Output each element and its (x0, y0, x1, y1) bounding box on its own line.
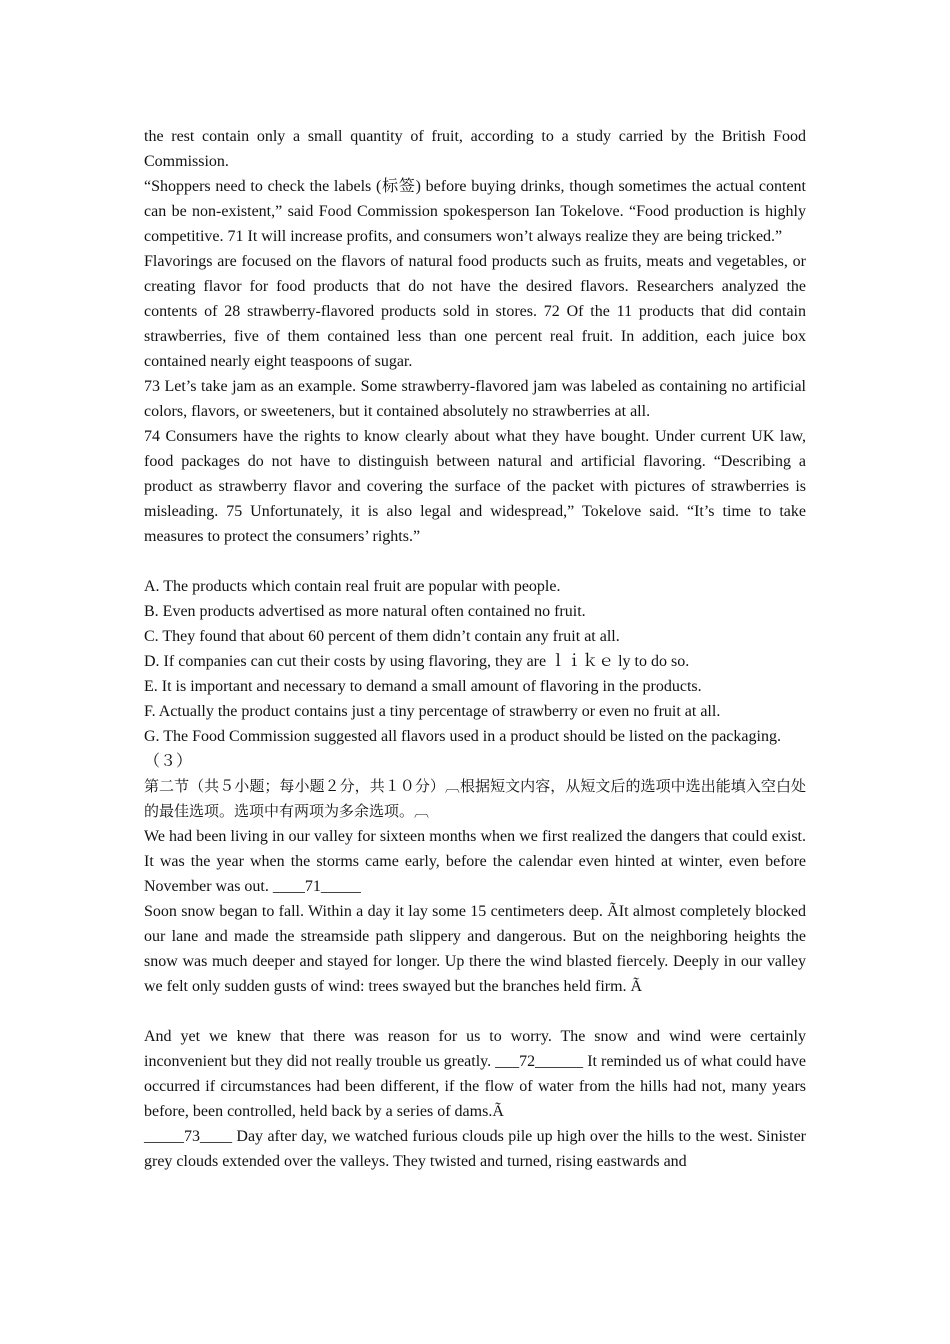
option-a: A. The products which contain real fruit are popular with people. (144, 578, 561, 595)
options-list (144, 574, 806, 749)
passage2-paragraph-1: We had been living in our valley for sixteen months when we first realized the dangers that could exist. It was the year when the storms came early, before the calendar even hinted at winter, even before November was out. ____71_____ (144, 828, 806, 895)
passage1-paragraph-5: 74 Consumers have the rights to know clearly about what they have bought. Under current UK law, food packages do not have to distinguish between natural and artificial flavoring. “Describing a product as strawberry flavor and covering the surface of the packet with pictures of strawberries is misleading. 75 Unfortunately, it is also legal and widespread,” Tokelove said. “It’s time to take measures to protect the consumers’ rights.” (144, 428, 806, 545)
passage2-paragraph-4: _____73____ Day after day, we watched furious clouds pile up high over the hills to the west. Sinister grey clouds extended over the valleys. They twisted and turned, rising eastwards and (144, 1128, 806, 1170)
passage1-paragraph-2: “Shoppers need to check the labels (标签) before buying drinks, though sometimes the actual content can be non-existent,” said Food Commission spokesperson Ian Tokelove. “Food production is highly competitive. 71 It will increase profits, and consumers won’t always realize they are being tricked.” (144, 178, 806, 245)
section-number: （３） (144, 753, 193, 770)
blank-line (144, 999, 806, 1024)
option-b: B. Even products advertised as more natural often contained no fruit. (144, 603, 586, 620)
option-e: E. It is important and necessary to demand a small amount of flavoring in the products. (144, 678, 702, 695)
passage2-paragraph-3: And yet we knew that there was reason for us to worry. The snow and wind were certainly inconvenient but they did not really trouble us greatly. ___72______ It reminded us of what could have occurred if circumstances had been different, if the flow of water from the hills had not, many years before, been controlled, held back by a series of dams.Ã (144, 1028, 806, 1120)
option-f: F. Actually the product contains just a tiny percentage of strawberry or even no fruit at all. (144, 703, 721, 720)
option-d: D. If companies can cut their costs by using flavoring, they are ｌｉｋｅ ly to do so. (144, 653, 690, 670)
passage2-paragraph-2: Soon snow began to fall. Within a day it lay some 15 centimeters deep. ÃIt almost completely blocked our lane and made the streamside path slippery and dangerous. But on the neighboring heights the snow was much deeper and stayed for longer. Up there the wind blasted fiercely. Deeply in our valley we felt only sudden gusts of wind: trees swayed but the branches held firm. Ã (144, 903, 806, 995)
section-instruction: 第二节（共５小题；每小题２分，共１０分）︹根据短文内容，从短文后的选项中选出能填入空白处的最佳选项。选项中有两项为多余选项。︹ (144, 777, 806, 820)
option-g: G. The Food Commission suggested all flavors used in a product should be listed on the packaging. (144, 728, 781, 745)
passage1-paragraph-3: Flavorings are focused on the flavors of natural food products such as fruits, meats and vegetables, or creating flavor for food products that do not have the desired flavors. Researchers analyzed the contents of 28 strawberry-flavored products sold in stores. 72 Of the 11 products that did contain strawberries, five of them contained less than one percent real fruit. In addition, each juice box contained nearly eight teaspoons of sugar. (144, 253, 806, 370)
option-c: C. They found that about 60 percent of them didn’t contain any fruit at all. (144, 628, 620, 645)
document-page (144, 124, 806, 1174)
passage1-paragraph-4: 73 Let’s take jam as an example. Some strawberry-flavored jam was labeled as containing no artificial colors, flavors, or sweeteners, but it contained absolutely no strawberries at all. (144, 378, 806, 420)
blank-line (144, 549, 806, 574)
passage1-paragraph-1: the rest contain only a small quantity of fruit, according to a study carried by the British Food Commission. (144, 128, 806, 170)
